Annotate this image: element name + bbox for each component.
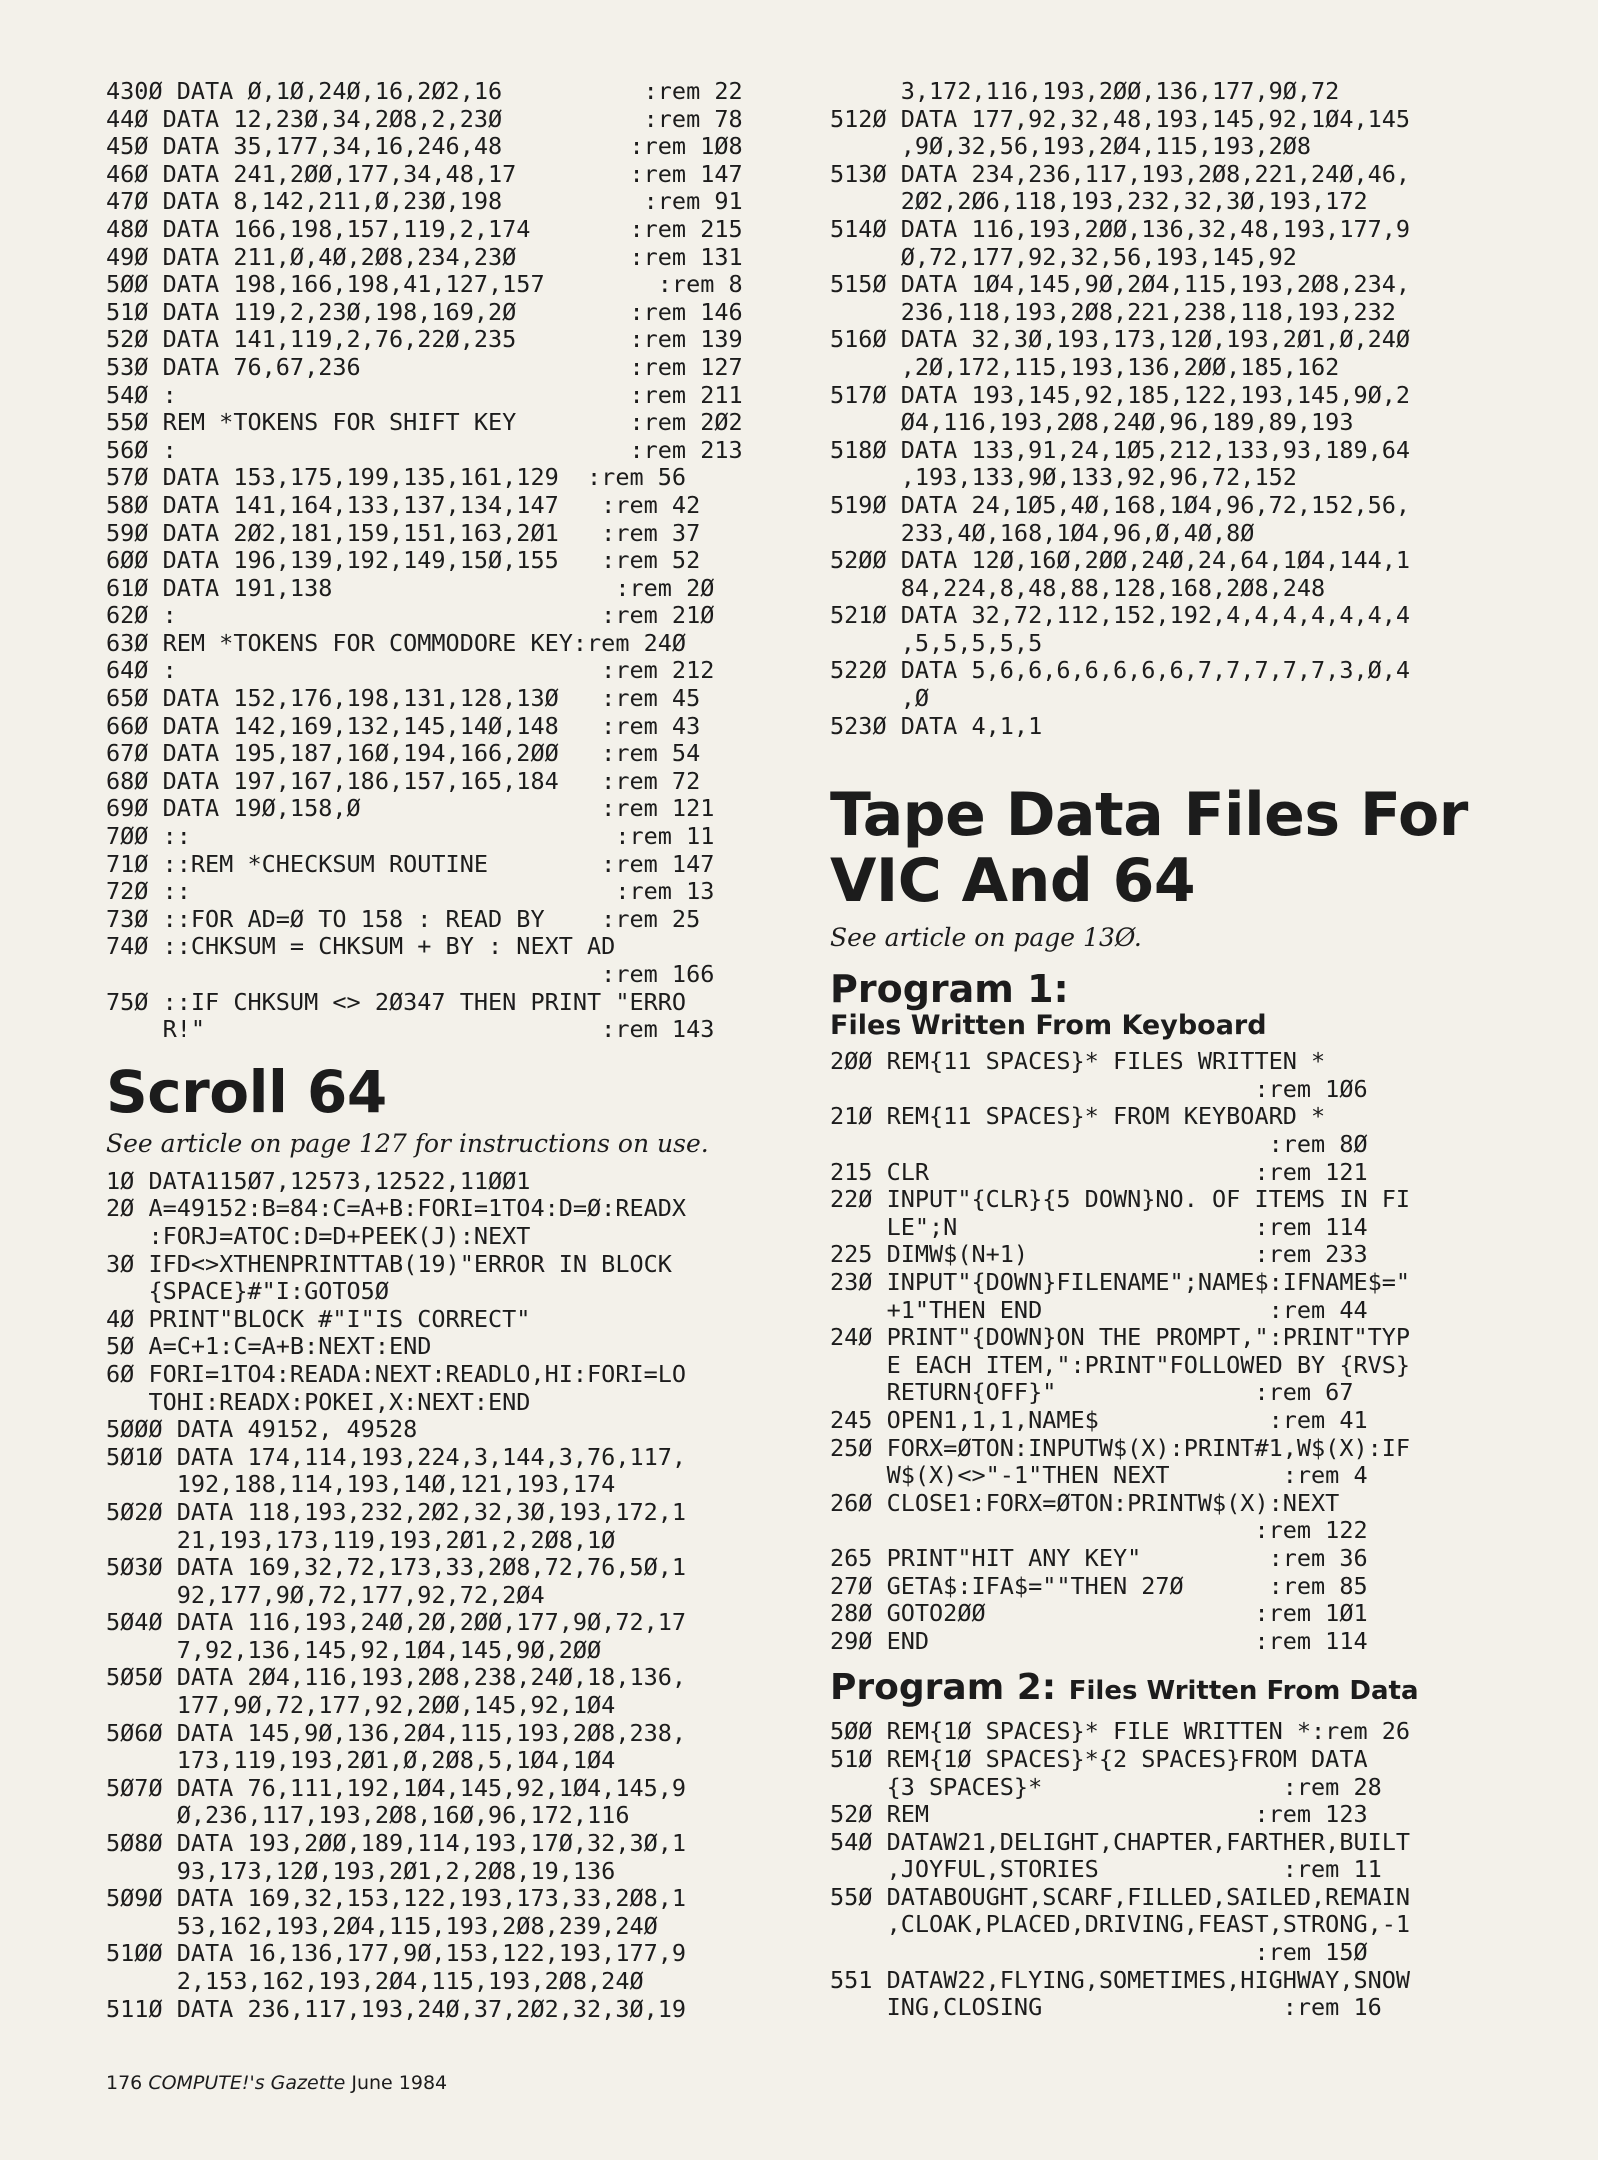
code-line: 93,173,12Ø,193,2Ø1,2,2Ø8,19,136 <box>106 1856 616 1885</box>
code-line: 68Ø DATA 197,167,186,157,165,184 :rem 72 <box>106 766 701 795</box>
magazine-name: COMPUTE!'s Gazette <box>148 2072 346 2094</box>
code-line: 53,162,193,2Ø4,115,193,2Ø8,239,24Ø <box>106 1911 658 1940</box>
code-line: 5Ø5Ø DATA 2Ø4,116,193,2Ø8,238,24Ø,18,136, <box>106 1663 687 1692</box>
code-line: 52ØØ DATA 12Ø,16Ø,2ØØ,24Ø,24,64,1Ø4,144,1 <box>830 546 1411 575</box>
code-line: 44Ø DATA 12,23Ø,34,2Ø8,2,23Ø :rem 78 <box>106 104 743 133</box>
code-line: 519Ø DATA 24,1Ø5,4Ø,168,1Ø4,96,72,152,56, <box>830 490 1411 519</box>
code-line: 5Ø A=C+1:C=A+B:NEXT:END <box>106 1332 432 1361</box>
code-line: :rem 166 <box>106 960 715 988</box>
code-line: 64Ø : :rem 212 <box>106 656 715 685</box>
code-line: 5ØØ REM{1Ø SPACES}* FILE WRITTEN *:rem 26 <box>830 1717 1411 1746</box>
listing-scroll-64-continued <box>830 78 1522 740</box>
code-line: {3 SPACES}* :rem 28 <box>830 1772 1382 1801</box>
code-line: 5Ø3Ø DATA 169,32,72,173,33,2Ø8,72,76,5Ø,1 <box>106 1553 687 1582</box>
code-line: 48Ø DATA 166,198,157,119,2,174 :rem 215 <box>106 214 743 243</box>
code-line: 21,193,173,119,193,2Ø1,2,2Ø8,1Ø <box>106 1525 616 1554</box>
listing-program-1 <box>830 1048 1522 1655</box>
code-line: 2ØØ REM{11 SPACES}* FILES WRITTEN * <box>830 1047 1326 1076</box>
code-line: 265 PRINT"HIT ANY KEY" :rem 36 <box>830 1543 1368 1572</box>
code-line: 5Ø6Ø DATA 145,9Ø,136,2Ø4,115,193,2Ø8,238, <box>106 1718 687 1747</box>
code-line: 233,4Ø,168,1Ø4,96,Ø,4Ø,8Ø <box>830 518 1255 547</box>
article-reference: See article on page 13Ø. <box>830 923 1142 953</box>
code-line: 225 DIMW$(N+1) :rem 233 <box>830 1240 1368 1269</box>
code-line: 2,153,162,193,2Ø4,115,193,2Ø8,24Ø <box>106 1967 644 1995</box>
listing-program-2 <box>830 1718 1522 2022</box>
code-line: 67Ø DATA 195,187,16Ø,194,166,2ØØ :rem 54 <box>106 739 701 768</box>
code-line: 51Ø DATA 119,2,23Ø,198,169,2Ø :rem 146 <box>106 297 743 326</box>
code-line: 523Ø DATA 4,1,1 <box>830 711 1043 740</box>
code-line: ,5,5,5,5,5 <box>830 628 1043 657</box>
code-line: 192,188,114,193,14Ø,121,193,174 <box>106 1470 616 1499</box>
code-line: 173,119,193,2Ø1,Ø,2Ø8,5,1Ø4,1Ø4 <box>106 1746 616 1775</box>
code-line: 516Ø DATA 32,3Ø,193,173,12Ø,193,2Ø1,Ø,24Ø <box>830 325 1411 354</box>
code-line: 236,118,193,2Ø8,221,238,118,193,232 <box>830 297 1396 326</box>
code-line: 61Ø DATA 191,138 :rem 2Ø <box>106 573 715 602</box>
code-line: 5Ø8Ø DATA 193,2ØØ,189,114,193,17Ø,32,3Ø,1 <box>106 1829 687 1858</box>
code-line: 522Ø DATA 5,6,6,6,6,6,6,6,7,7,7,7,7,3,Ø,4 <box>830 656 1411 685</box>
code-line: 6Ø FORI=1TO4:READA:NEXT:READLO,HI:FORI=LO <box>106 1359 687 1388</box>
page-number: 176 <box>106 2072 143 2094</box>
code-line: :rem 15Ø <box>830 1938 1368 1967</box>
code-line: 5Ø1Ø DATA 174,114,193,224,3,144,3,76,117, <box>106 1442 687 1471</box>
code-line: ,193,133,9Ø,133,92,96,72,152 <box>830 463 1297 492</box>
code-line: 92,177,9Ø,72,177,92,72,2Ø4 <box>106 1580 545 1609</box>
code-line: {SPACE}#"I:GOTO5Ø <box>106 1277 389 1306</box>
code-line: W$(X)<>"-1"THEN NEXT :rem 4 <box>830 1461 1368 1490</box>
code-line: 56Ø : :rem 213 <box>106 435 743 464</box>
code-line: 29Ø END :rem 114 <box>830 1626 1368 1655</box>
code-line: 551 DATAW22,FLYING,SOMETIMES,HIGHWAY,SNOW <box>830 1965 1411 1994</box>
code-line: 2Ø A=49152:B=84:C=A+B:FORI=1TO4:D=Ø:READX <box>106 1194 687 1223</box>
code-line: 215 CLR :rem 121 <box>830 1157 1368 1186</box>
code-line: 47Ø DATA 8,142,211,Ø,23Ø,198 :rem 91 <box>106 187 743 216</box>
code-line: 22Ø INPUT"{CLR}{5 DOWN}NO. OF ITEMS IN FI <box>830 1185 1411 1214</box>
code-line: 517Ø DATA 193,145,92,185,122,193,145,9Ø,2 <box>830 380 1411 409</box>
program-2-subtitle: Files Written From Data <box>1068 1676 1419 1707</box>
code-line: 518Ø DATA 133,91,24,1Ø5,212,133,93,189,64 <box>830 435 1411 464</box>
code-line: TOHI:READX:POKEI,X:NEXT:END <box>106 1387 531 1416</box>
code-line: 51ØØ DATA 16,136,177,9Ø,153,122,193,177,9 <box>106 1939 687 1968</box>
code-line: 514Ø DATA 116,193,2ØØ,136,32,48,193,177,9 <box>830 214 1411 243</box>
code-line: RETURN{OFF}" :rem 67 <box>830 1378 1354 1407</box>
code-line: 69Ø DATA 19Ø,158,Ø :rem 121 <box>106 794 715 823</box>
code-line: 513Ø DATA 234,236,117,193,2Ø8,221,24Ø,46, <box>830 159 1411 188</box>
code-line: 75Ø ::IF CHKSUM <> 2Ø347 THEN PRINT "ERRO <box>106 987 687 1016</box>
code-line: 6ØØ DATA 196,139,192,149,15Ø,155 :rem 52 <box>106 546 701 575</box>
program-1-title: Program 1: <box>830 967 1069 1012</box>
code-line: ING,CLOSING :rem 16 <box>830 1993 1382 2022</box>
code-line: +1"THEN END :rem 44 <box>830 1295 1368 1324</box>
code-line: 3,172,116,193,2ØØ,136,177,9Ø,72 <box>830 77 1340 105</box>
code-line: 7,92,136,145,92,1Ø4,145,9Ø,2ØØ <box>106 1635 602 1664</box>
code-line: 515Ø DATA 1Ø4,145,9Ø,2Ø4,115,193,2Ø8,234, <box>830 270 1411 299</box>
left-column <box>106 78 801 2023</box>
code-line: E EACH ITEM,":PRINT"FOLLOWED BY {RVS} <box>830 1350 1411 1379</box>
right-column <box>830 78 1522 2022</box>
issue-date: June 1984 <box>351 2072 448 2094</box>
code-line: 74Ø ::CHKSUM = CHKSUM + BY : NEXT AD <box>106 932 616 961</box>
code-line: 521Ø DATA 32,72,112,152,192,4,4,4,4,4,4,4 <box>830 601 1411 630</box>
code-line: 21Ø REM{11 SPACES}* FROM KEYBOARD * <box>830 1102 1326 1131</box>
code-line: 84,224,8,48,88,128,168,2Ø8,248 <box>830 573 1326 602</box>
title-line-1: Tape Data Files For <box>830 780 1468 851</box>
code-line: 73Ø ::FOR AD=Ø TO 158 : READ BY :rem 25 <box>106 904 701 933</box>
section-title-tape-data-files <box>830 780 1522 917</box>
code-line: 1Ø DATA115Ø7,12573,12522,11ØØ1 <box>106 1166 531 1195</box>
code-line: 2Ø2,2Ø6,118,193,232,32,3Ø,193,172 <box>830 187 1368 216</box>
code-line: 66Ø DATA 142,169,132,145,14Ø,148 :rem 43 <box>106 711 701 740</box>
code-line: 5Ø9Ø DATA 169,32,153,122,193,173,33,2Ø8,1 <box>106 1884 687 1913</box>
program-2-title: Program 2: <box>830 1667 1057 1709</box>
code-line: 25Ø FORX=ØTON:INPUTW$(X):PRINT#1,W$(X):IF <box>830 1433 1411 1462</box>
code-line: 53Ø DATA 76,67,236 :rem 127 <box>106 352 743 381</box>
code-line: :FORJ=ATOC:D=D+PEEK(J):NEXT <box>106 1221 531 1250</box>
code-line: 71Ø ::REM *CHECKSUM ROUTINE :rem 147 <box>106 849 715 878</box>
code-line: 65Ø DATA 152,176,198,131,128,13Ø :rem 45 <box>106 684 701 713</box>
article-reference: See article on page 127 for instructions on use. <box>106 1128 709 1158</box>
code-line: R!" :rem 143 <box>106 1015 715 1044</box>
code-line: ,9Ø,32,56,193,2Ø4,115,193,2Ø8 <box>830 132 1312 161</box>
code-line: 23Ø INPUT"{DOWN}FILENAME";NAME$:IFNAME$=" <box>830 1268 1411 1296</box>
code-line: 51Ø REM{1Ø SPACES}*{2 SPACES}FROM DATA <box>830 1744 1368 1773</box>
program-1-subtitle: Files Written From Keyboard <box>830 1010 1267 1042</box>
code-line: ,Ø <box>830 684 930 713</box>
code-line: 55Ø DATABOUGHT,SCARF,FILLED,SAILED,REMAIN <box>830 1882 1411 1911</box>
code-line: 5Ø7Ø DATA 76,111,192,1Ø4,145,92,1Ø4,145,9 <box>106 1773 687 1802</box>
code-line: 72Ø :: :rem 13 <box>106 877 715 906</box>
code-line: Ø4,116,193,2Ø8,24Ø,96,189,89,193 <box>830 408 1354 437</box>
code-line: 5ØØ DATA 198,166,198,41,127,157 :rem 8 <box>106 270 743 299</box>
code-line: 5Ø2Ø DATA 118,193,232,2Ø2,32,3Ø,193,172,1 <box>106 1497 687 1526</box>
code-line: 62Ø : :rem 21Ø <box>106 601 715 630</box>
code-line: 54Ø : :rem 211 <box>106 380 743 409</box>
code-line: 46Ø DATA 241,2ØØ,177,34,48,17 :rem 147 <box>106 159 743 188</box>
code-line: 7ØØ :: :rem 11 <box>106 822 715 851</box>
program-2-heading <box>830 1667 1522 1712</box>
code-line: 177,9Ø,72,177,92,2ØØ,145,92,1Ø4 <box>106 1691 616 1720</box>
code-line: ,2Ø,172,115,193,136,2ØØ,185,162 <box>830 352 1340 381</box>
code-line: 28Ø GOTO2ØØ :rem 1Ø1 <box>830 1599 1368 1628</box>
code-line: 45Ø DATA 35,177,34,16,246,48 :rem 1Ø8 <box>106 132 743 161</box>
code-line: :rem 1Ø6 <box>830 1074 1368 1103</box>
code-line: :rem 8Ø <box>830 1130 1368 1159</box>
code-line: 27Ø GETA$:IFA$=""THEN 27Ø :rem 85 <box>830 1571 1368 1600</box>
section-title-scroll-64: Scroll 64 <box>106 1057 387 1126</box>
page-footer <box>106 2072 447 2094</box>
code-line: 3Ø IFD<>XTHENPRINTTAB(19)"ERROR IN BLOCK <box>106 1249 672 1278</box>
code-line: 55Ø REM *TOKENS FOR SHIFT KEY :rem 2Ø2 <box>106 408 743 437</box>
code-line: 5ØØØ DATA 49152, 49528 <box>106 1415 418 1444</box>
code-line: 245 OPEN1,1,1,NAME$ :rem 41 <box>830 1405 1368 1434</box>
code-line: 54Ø DATAW21,DELIGHT,CHAPTER,FARTHER,BUILT <box>830 1827 1411 1856</box>
listing-scroll-64 <box>106 1168 801 2023</box>
code-line: ,CLOAK,PLACED,DRIVING,FEAST,STRONG,-1 <box>830 1910 1411 1939</box>
code-line: 5Ø4Ø DATA 116,193,24Ø,2Ø,2ØØ,177,9Ø,72,17 <box>106 1608 687 1637</box>
code-line: :rem 122 <box>830 1516 1368 1545</box>
code-line: Ø,236,117,193,2Ø8,16Ø,96,172,116 <box>106 1801 630 1830</box>
code-line: 24Ø PRINT"{DOWN}ON THE PROMPT,":PRINT"TYP <box>830 1323 1411 1352</box>
code-line: 430Ø DATA Ø,1Ø,24Ø,16,2Ø2,16 :rem 22 <box>106 77 743 105</box>
code-line: 52Ø REM :rem 123 <box>830 1800 1368 1829</box>
code-line: ,JOYFUL,STORIES :rem 11 <box>830 1855 1382 1884</box>
code-line: 57Ø DATA 153,175,199,135,161,129 :rem 56 <box>106 463 687 492</box>
code-line: 52Ø DATA 141,119,2,76,22Ø,235 :rem 139 <box>106 325 743 354</box>
code-line: 49Ø DATA 211,Ø,4Ø,2Ø8,234,23Ø :rem 131 <box>106 242 743 271</box>
code-line: 63Ø REM *TOKENS FOR COMMODORE KEY:rem 24Ø <box>106 628 687 657</box>
code-line: Ø,72,177,92,32,56,193,145,92 <box>830 242 1297 271</box>
code-line: 26Ø CLOSE1:FORX=ØTON:PRINTW$(X):NEXT <box>830 1488 1340 1517</box>
code-line: 4Ø PRINT"BLOCK #"I"IS CORRECT" <box>106 1304 531 1333</box>
code-line: 58Ø DATA 141,164,133,137,134,147 :rem 42 <box>106 490 701 519</box>
title-line-2: VIC And 64 <box>830 846 1196 917</box>
listing-tokens-checksum <box>106 78 801 1044</box>
code-line: 512Ø DATA 177,92,32,48,193,145,92,1Ø4,145 <box>830 104 1411 133</box>
code-line: LE";N :rem 114 <box>830 1212 1368 1241</box>
code-line: 511Ø DATA 236,117,193,24Ø,37,2Ø2,32,3Ø,19 <box>106 1994 687 2023</box>
code-line: 59Ø DATA 2Ø2,181,159,151,163,2Ø1 :rem 37 <box>106 518 701 547</box>
